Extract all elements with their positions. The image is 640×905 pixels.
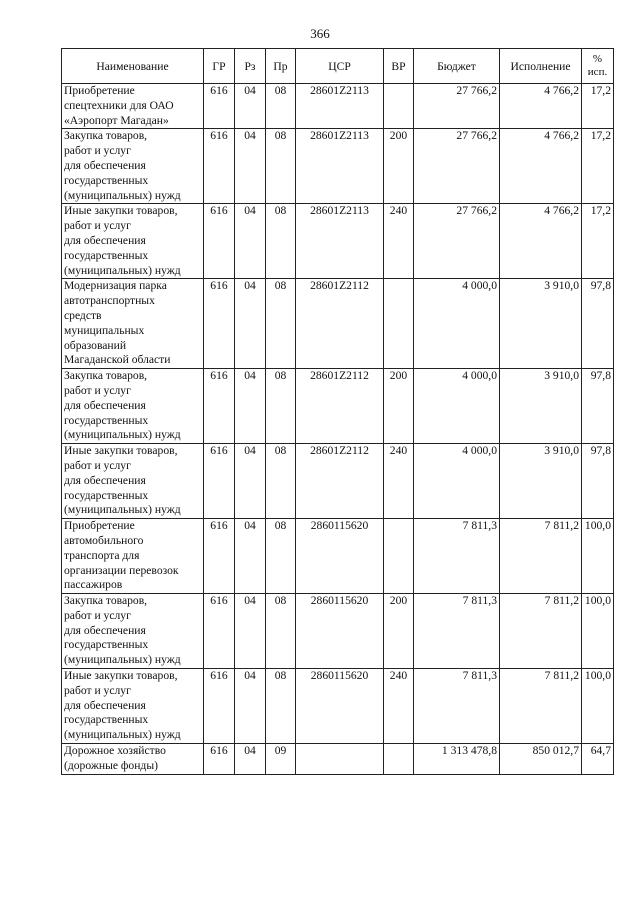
cell-pr: 08 [266, 279, 296, 369]
cell-execution: 4 766,2 [500, 204, 582, 279]
cell-csr: 28601Z2113 [296, 204, 384, 279]
table-row [62, 669, 614, 744]
table-row [62, 444, 614, 519]
header-gr: ГР [204, 49, 235, 84]
cell-vr: 240 [384, 669, 414, 744]
cell-execution: 3 910,0 [500, 369, 582, 444]
header-csr: ЦСР [296, 49, 384, 84]
cell-rz: 04 [235, 369, 266, 444]
cell-vr [384, 84, 414, 129]
cell-gr: 616 [204, 204, 235, 279]
cell-execution: 850 012,7 [500, 744, 582, 775]
cell-budget: 4 000,0 [414, 369, 500, 444]
cell-percent: 64,7 [582, 744, 614, 775]
cell-rz: 04 [235, 84, 266, 129]
table-row [62, 129, 614, 204]
header-name: Наименование [62, 49, 204, 84]
cell-csr: 28601Z2112 [296, 279, 384, 369]
cell-budget: 7 811,3 [414, 594, 500, 669]
cell-name: Закупка товаров, работ и услуг для обеспечения государственных (муниципальных) нужд [62, 594, 204, 669]
table-header-row [62, 49, 614, 84]
cell-gr: 616 [204, 669, 235, 744]
cell-pr: 08 [266, 444, 296, 519]
cell-execution: 7 811,2 [500, 594, 582, 669]
cell-pr: 08 [266, 129, 296, 204]
cell-budget: 27 766,2 [414, 84, 500, 129]
header-pr: Пр [266, 49, 296, 84]
cell-vr: 200 [384, 369, 414, 444]
cell-vr: 200 [384, 594, 414, 669]
cell-gr: 616 [204, 444, 235, 519]
cell-rz: 04 [235, 594, 266, 669]
cell-budget: 7 811,3 [414, 669, 500, 744]
cell-execution: 4 766,2 [500, 84, 582, 129]
cell-percent: 100,0 [582, 519, 614, 594]
table-row [62, 744, 614, 775]
cell-rz: 04 [235, 444, 266, 519]
cell-rz: 04 [235, 279, 266, 369]
cell-name: Иные закупки товаров, работ и услуг для обеспечения государственных (муниципальных) нужд [62, 204, 204, 279]
cell-name: Дорожное хозяйство (дорожные фонды) [62, 744, 204, 775]
cell-rz: 04 [235, 669, 266, 744]
cell-gr: 616 [204, 129, 235, 204]
cell-percent: 17,2 [582, 204, 614, 279]
cell-budget: 27 766,2 [414, 204, 500, 279]
cell-pr: 08 [266, 519, 296, 594]
cell-percent: 17,2 [582, 84, 614, 129]
cell-percent: 97,8 [582, 369, 614, 444]
cell-name: Приобретение спецтехники для ОАО «Аэропорт Магадан» [62, 84, 204, 129]
cell-csr: 28601Z2113 [296, 84, 384, 129]
cell-execution: 4 766,2 [500, 129, 582, 204]
cell-rz: 04 [235, 204, 266, 279]
cell-name: Приобретение автомобильного транспорта для организации перевозок пассажиров [62, 519, 204, 594]
cell-rz: 04 [235, 519, 266, 594]
cell-execution: 3 910,0 [500, 444, 582, 519]
table-row [62, 594, 614, 669]
cell-csr: 2860115620 [296, 519, 384, 594]
cell-pr: 09 [266, 744, 296, 775]
cell-csr: 28601Z2112 [296, 444, 384, 519]
cell-pr: 08 [266, 669, 296, 744]
table-row [62, 84, 614, 129]
cell-percent: 97,8 [582, 444, 614, 519]
cell-rz: 04 [235, 129, 266, 204]
cell-execution: 7 811,2 [500, 669, 582, 744]
cell-percent: 100,0 [582, 669, 614, 744]
cell-vr: 200 [384, 129, 414, 204]
cell-csr [296, 744, 384, 775]
cell-csr: 2860115620 [296, 669, 384, 744]
cell-percent: 97,8 [582, 279, 614, 369]
header-execution: Исполнение [500, 49, 582, 84]
cell-vr: 240 [384, 444, 414, 519]
cell-csr: 28601Z2113 [296, 129, 384, 204]
cell-execution: 7 811,2 [500, 519, 582, 594]
cell-name: Иные закупки товаров, работ и услуг для обеспечения государственных (муниципальных) нужд [62, 444, 204, 519]
cell-gr: 616 [204, 84, 235, 129]
cell-vr: 240 [384, 204, 414, 279]
cell-vr [384, 519, 414, 594]
cell-csr: 28601Z2112 [296, 369, 384, 444]
cell-execution: 3 910,0 [500, 279, 582, 369]
cell-gr: 616 [204, 369, 235, 444]
cell-pr: 08 [266, 84, 296, 129]
cell-pr: 08 [266, 369, 296, 444]
cell-csr: 2860115620 [296, 594, 384, 669]
cell-budget: 1 313 478,8 [414, 744, 500, 775]
budget-table [61, 48, 614, 775]
cell-gr: 616 [204, 744, 235, 775]
header-rz: Рз [235, 49, 266, 84]
cell-gr: 616 [204, 519, 235, 594]
cell-gr: 616 [204, 594, 235, 669]
cell-name: Закупка товаров, работ и услуг для обеспечения государственных (муниципальных) нужд [62, 369, 204, 444]
cell-name: Закупка товаров, работ и услуг для обеспечения государственных (муниципальных) нужд [62, 129, 204, 204]
cell-percent: 100,0 [582, 594, 614, 669]
cell-budget: 7 811,3 [414, 519, 500, 594]
table-body [62, 84, 614, 775]
page-number: 366 [310, 26, 330, 41]
header-percent [582, 49, 614, 84]
table-row [62, 279, 614, 369]
header-percent-symbol: % [592, 53, 603, 65]
cell-name: Иные закупки товаров, работ и услуг для обеспечения государственных (муниципальных) нужд [62, 669, 204, 744]
header-vr: ВР [384, 49, 414, 84]
cell-budget: 27 766,2 [414, 129, 500, 204]
cell-budget: 4 000,0 [414, 279, 500, 369]
header-percent-label: исп. [587, 66, 608, 78]
cell-rz: 04 [235, 744, 266, 775]
table-row [62, 369, 614, 444]
header-budget: Бюджет [414, 49, 500, 84]
table-row [62, 519, 614, 594]
cell-name: Модернизация парка автотранспортных средств муниципальных образований Магаданской области [62, 279, 204, 369]
cell-vr [384, 279, 414, 369]
cell-vr [384, 744, 414, 775]
table-row [62, 204, 614, 279]
cell-budget: 4 000,0 [414, 444, 500, 519]
cell-pr: 08 [266, 594, 296, 669]
cell-percent: 17,2 [582, 129, 614, 204]
cell-gr: 616 [204, 279, 235, 369]
cell-pr: 08 [266, 204, 296, 279]
